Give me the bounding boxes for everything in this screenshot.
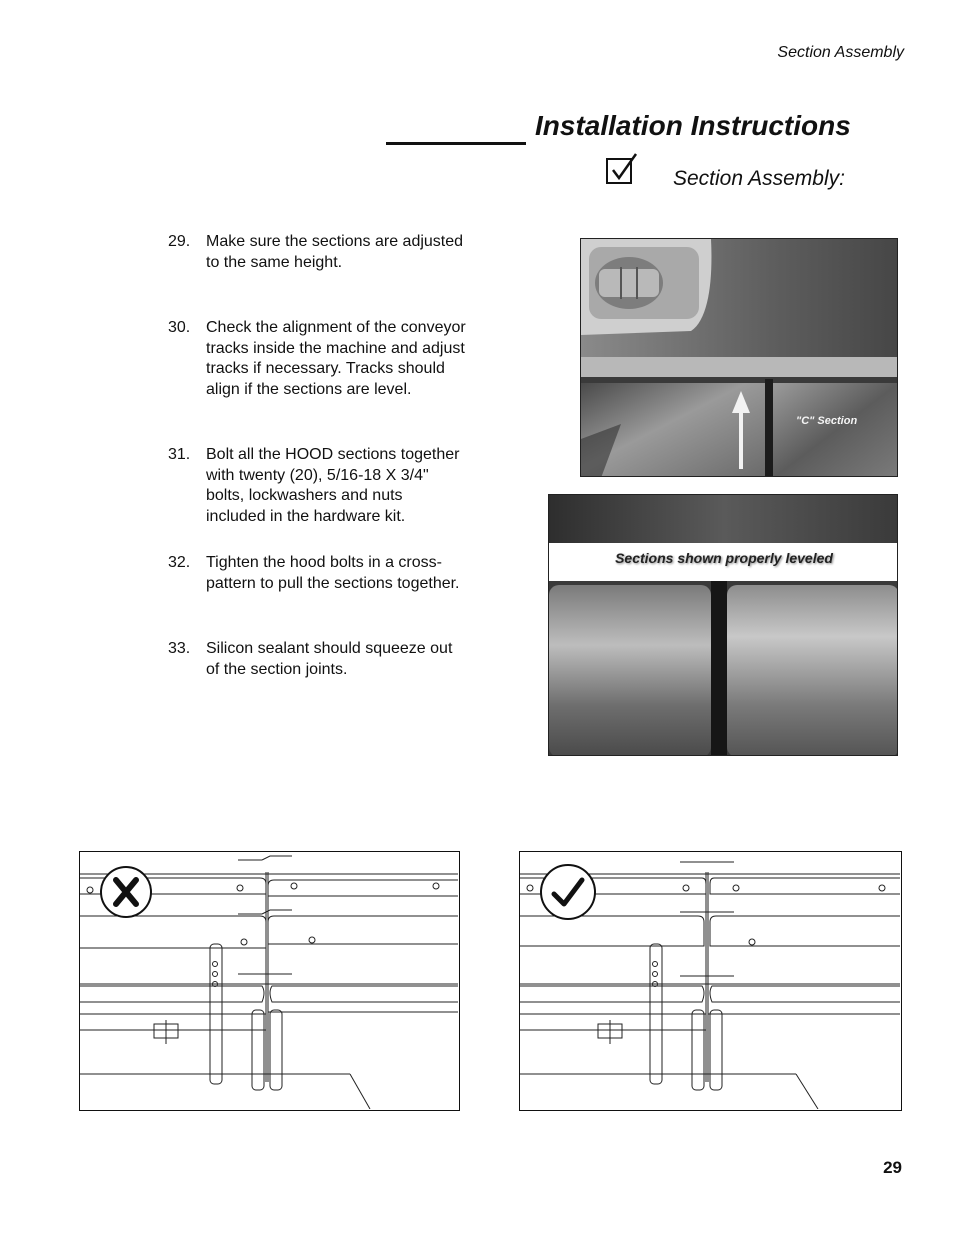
step-number: 30. (168, 319, 191, 336)
step-text: Tighten the hood bolts in a cross-pattern to pull the sections together. (206, 554, 460, 592)
x-mark-icon (100, 866, 152, 918)
section-subtitle: Section Assembly: (673, 167, 845, 190)
checked-box-icon (606, 158, 632, 184)
aligned-sections-diagram (519, 851, 902, 1111)
misaligned-sections-diagram (79, 851, 460, 1111)
step-text: Check the alignment of the conveyor tracks inside the machine and adjust tracks if necessary. Tracks should align if the sections are level. (206, 319, 466, 398)
section-photo-c-image (581, 239, 898, 477)
leveled-sections-photo-image (549, 495, 898, 756)
step-text: Silicon sealant should squeeze out of the section joints. (206, 640, 453, 678)
page-title: Installation Instructions (535, 110, 851, 141)
step-number: 31. (168, 446, 191, 463)
section-photo-c (580, 238, 898, 477)
step-text: Bolt all the HOOD sections together with twenty (20), 5/16-18 X 3/4" bolts, lockwashers and nuts included in the hardware kit. (206, 446, 460, 525)
c-section-label: "C" Section (796, 415, 858, 427)
check-mark-icon (540, 864, 596, 920)
page-number: 29 (883, 1158, 902, 1177)
step-number: 32. (168, 554, 191, 571)
step-number: 33. (168, 640, 191, 657)
running-header: Section Assembly (777, 44, 904, 61)
leveled-sections-photo (548, 494, 898, 756)
step-text: Make sure the sections are adjusted to the same height. (206, 233, 464, 271)
step-number: 29. (168, 233, 191, 250)
title-blank-line (386, 110, 526, 145)
photo-caption: Sections shown properly leveled (615, 550, 833, 566)
